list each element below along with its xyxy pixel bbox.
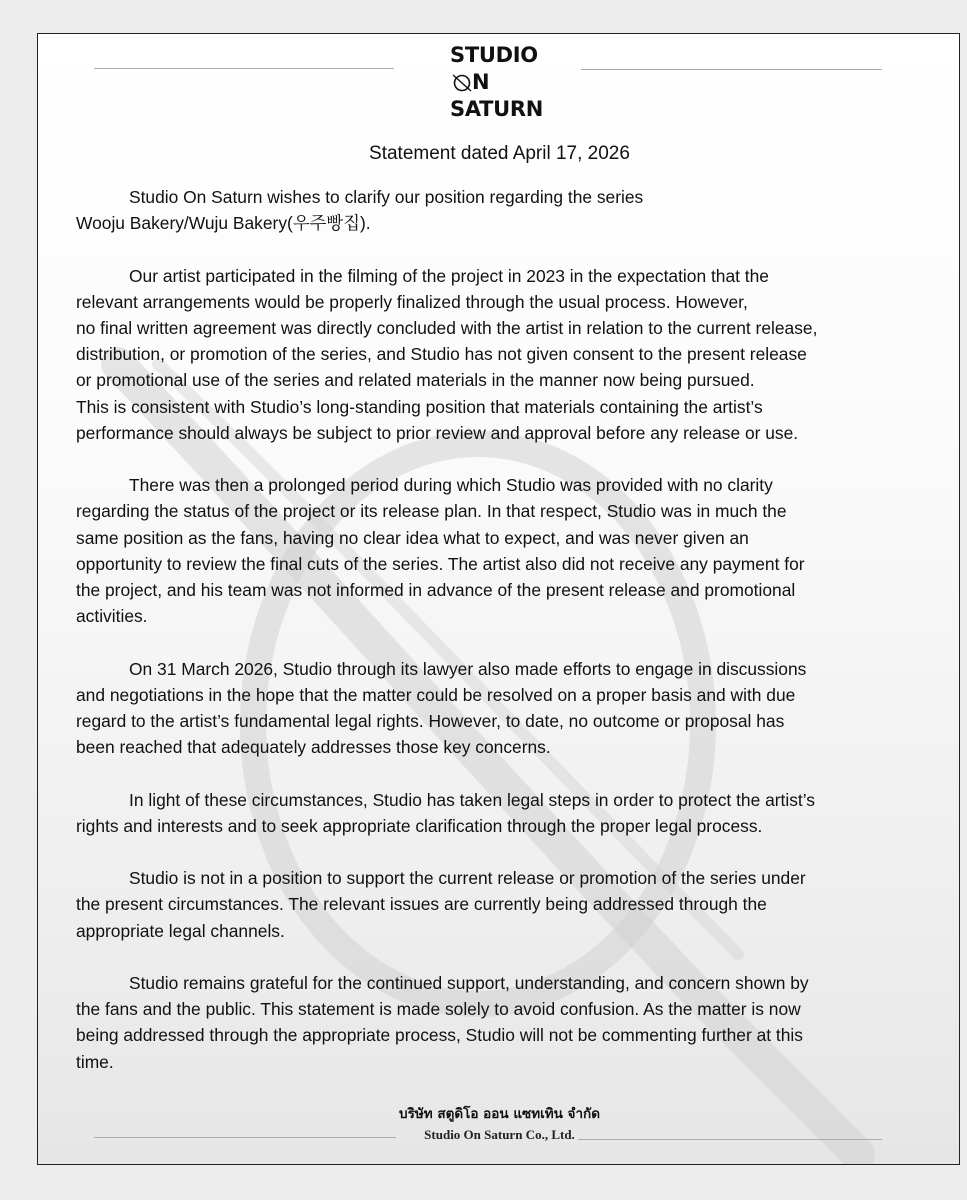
statement-title: Statement dated April 17, 2026 [369,143,630,164]
text-line: been reached that adequately addresses those key concerns. [76,737,551,758]
text-line: same position as the fans, having no clear idea what to expect, and was never given an [76,527,749,548]
company-name-thai: บริษัท สตูดิโอ ออน แซทเทิน จำกัด [399,1106,600,1122]
text-line: and negotiations in the hope that the matter could be resolved on a proper basis and with due [76,684,796,705]
text-line: appropriate legal channels. [76,920,285,941]
text-line: rights and interests and to seek appropriate clarification through the proper legal process. [76,815,763,836]
text-line: Studio On Saturn wishes to clarify our position regarding the series [129,187,644,207]
saturn-o-icon [452,73,472,93]
paragraph-3 [76,472,936,629]
paragraph-4 [76,656,936,761]
text-line: There was then a prolonged period during which Studio was provided with no clarity [129,475,773,496]
paragraph-6 [76,865,936,944]
text-line: distribution, or promotion of the series, and Studio has not given consent to the present release [76,344,807,365]
text-line: time. [76,1051,114,1072]
logo-line-on [450,69,530,96]
text-line: activities. [76,606,148,627]
text-line: no final written agreement was directly concluded with the artist in relation to the current release, [76,318,818,338]
text-line: Our artist participated in the filming of the project in 2023 in the expectation that the [129,265,769,286]
text-line: relevant arrangements would be properly finalized through the usual process. However, [76,291,748,312]
text-line: Studio remains grateful for the continued support, understanding, and concern shown by [129,973,809,993]
header-rule-right [581,69,882,70]
logo-line-studio: STUDIO [450,43,538,67]
text-line: performance should always be subject to prior review and approval before any release or use. [76,422,799,443]
paragraph-5 [76,787,936,839]
text-line: or promotional use of the series and related materials in the manner now being pursued. [76,370,755,391]
text-line: being addressed through the appropriate process, Studio will not be commenting further at this [76,1025,803,1046]
text-line: regard to the artist’s fundamental legal rights. However, to date, no outcome or proposal has [76,711,785,732]
paragraph-1 [76,184,936,236]
paragraph-7 [76,970,936,1075]
logo-line-saturn: SATURN [450,97,544,121]
text-line: the present circumstances. The relevant issues are currently being addressed through the [76,894,767,915]
paragraph-2 [76,263,936,446]
text-line: the fans and the public. This statement is made solely to avoid confusion. As the matter is now [76,999,801,1020]
logo-n-letter: N [472,70,490,94]
text-line: opportunity to review the final cuts of the series. The artist also did not receive any payment for [76,553,805,574]
text-line: regarding the status of the project or its release plan. In that respect, Studio was in much the [76,501,787,522]
text-line: Studio is not in a position to support the current release or promotion of the series under [129,868,806,889]
text-line: the project, and his team was not informed in advance of the present release and promotional [76,580,796,601]
text-line: On 31 March 2026, Studio through its lawyer also made efforts to engage in discussions [129,658,807,679]
studio-on-saturn-logo [450,42,544,123]
statement-page [37,33,960,1165]
statement-body [76,184,936,1101]
text-line: In light of these circumstances, Studio has taken legal steps in order to protect the artist’s [129,789,816,810]
header-rule-left [94,68,394,69]
company-name-english: Studio On Saturn Co., Ltd. [424,1127,575,1142]
text-line: Wooju Bakery/Wuju Bakery(우주빵집). [76,213,371,234]
text-line: This is consistent with Studio’s long-standing position that materials containing the artist’s [76,396,763,417]
